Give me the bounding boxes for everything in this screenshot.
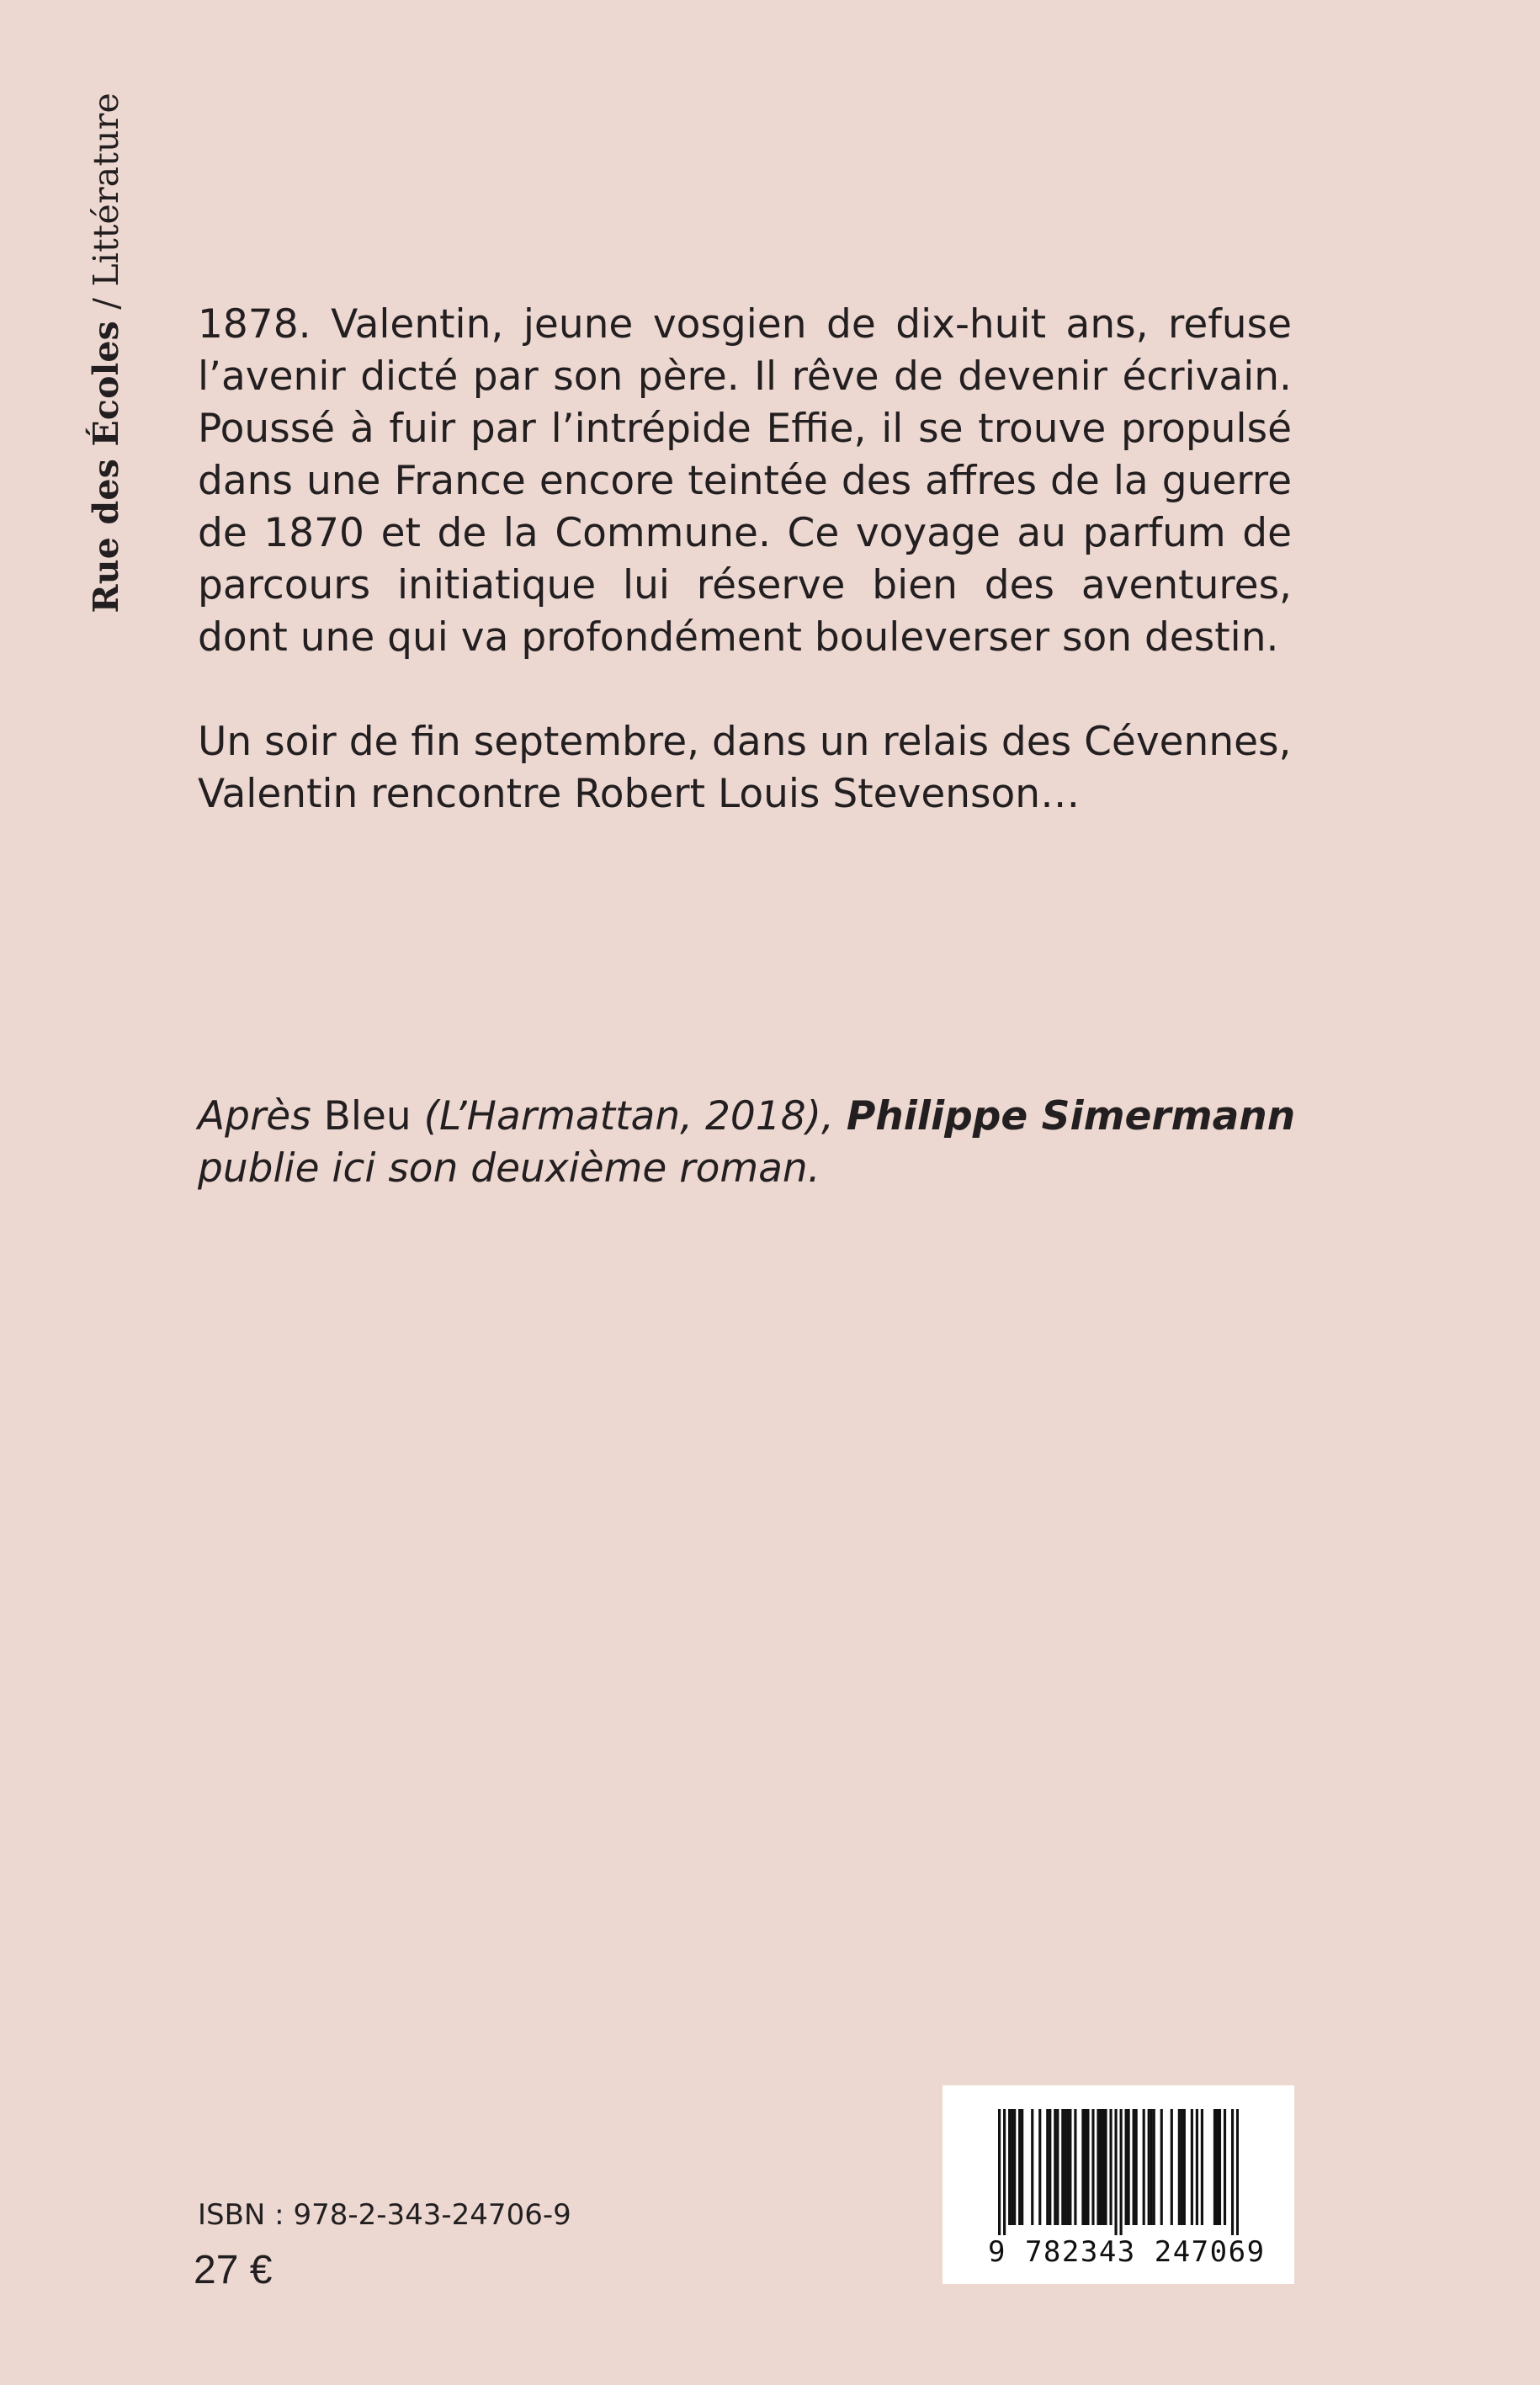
barcode-bar (1109, 2109, 1112, 2225)
barcode-bar (1181, 2109, 1183, 2225)
previous-book-title: Bleu (323, 1093, 412, 1139)
barcode-bar (1046, 2109, 1049, 2225)
barcode-bar (1153, 2109, 1155, 2225)
barcode-bar (1183, 2109, 1186, 2225)
barcode-bar (1018, 2109, 1021, 2225)
barcode-bar (1091, 2109, 1094, 2225)
barcode-bar (1120, 2109, 1123, 2235)
barcode-bar (1074, 2109, 1076, 2225)
barcode-bar (1008, 2109, 1011, 2225)
author-name: Philippe Simermann (846, 1093, 1296, 1139)
barcode-bar (1084, 2109, 1086, 2225)
barcode-bar (1054, 2109, 1056, 2225)
author-note (198, 1091, 1317, 1195)
book-blurb (198, 299, 1292, 873)
barcode-bar (1031, 2109, 1033, 2225)
barcode-bar (1003, 2109, 1006, 2235)
barcode-bar (1135, 2109, 1138, 2225)
barcode-bar (1150, 2109, 1153, 2225)
barcode-bar (1064, 2109, 1066, 2225)
barcode-bar (1069, 2109, 1071, 2225)
series-name: Rue des Écoles (86, 321, 126, 614)
spine-separator: / (86, 286, 126, 321)
barcode-bar (1236, 2109, 1239, 2235)
barcode-bar (1102, 2109, 1104, 2225)
barcode-bar (1171, 2109, 1173, 2225)
author-note-suffix: publie ici son deuxième roman. (198, 1145, 820, 1192)
barcode-bar (1231, 2109, 1234, 2235)
blurb-paragraph-1: 1878. Valentin, jeune vosgien de dix-huit ans, refuse l’avenir dicté par son père. Il rêve de devenir écrivain. Poussé à fuir par l’intrépide Effie, il se trouve propulsé dans une France encore teintée des affres de la guerre de 1870 et de la Commune. Ce voyage au parfum de parcours initiatique lui réserve bien des aventures, dont une qui va profondément bouleverser son destin. (198, 301, 1292, 661)
barcode-bar (1011, 2109, 1013, 2225)
barcode-bar (1081, 2109, 1084, 2225)
barcode-bar (1224, 2109, 1226, 2225)
barcode-bar (1125, 2109, 1128, 2225)
barcode-bar (1086, 2109, 1089, 2225)
barcode-bar (1148, 2109, 1150, 2225)
author-note-prefix: Après (198, 1093, 324, 1139)
barcode-box (943, 2085, 1294, 2284)
barcode-bar (998, 2109, 1001, 2235)
publisher-year: (L’Harmattan, 2018), (411, 1093, 847, 1139)
barcode-bar (1128, 2109, 1130, 2225)
barcode-bar (1160, 2109, 1163, 2225)
barcode-bar (1099, 2109, 1102, 2225)
barcode-bar (1061, 2109, 1064, 2225)
barcode-bar (1216, 2109, 1219, 2225)
barcode-bar (1066, 2109, 1069, 2225)
barcode-bar (1201, 2109, 1203, 2225)
price-text: 27 € (194, 2248, 273, 2292)
barcode-bar (1178, 2109, 1181, 2225)
barcode-bar (1196, 2109, 1198, 2225)
barcode-bar (1038, 2109, 1041, 2225)
series-category: Littérature (86, 93, 126, 287)
barcode-bar (1021, 2109, 1023, 2225)
barcode-bar (1143, 2109, 1145, 2225)
barcode-bar (1104, 2109, 1107, 2225)
barcode-bar (1013, 2109, 1016, 2225)
barcode-digits: 9 782343 247069 (988, 2235, 1266, 2269)
barcode-bar (1114, 2109, 1117, 2235)
blurb-paragraph-2: Un soir de fin septembre, dans un relais des Cévennes, Valentin rencontre Robert Louis Stevenson… (198, 719, 1292, 817)
barcode-icon (998, 2109, 1239, 2235)
barcode-bar (1213, 2109, 1216, 2225)
barcode-bar (1056, 2109, 1059, 2225)
spine-label (86, 93, 126, 614)
barcode-bar (1097, 2109, 1099, 2225)
barcode-bar (1219, 2109, 1221, 2225)
isbn-text: ISBN : 978-2-343-24706-9 (198, 2198, 571, 2232)
barcode-bar (1133, 2109, 1135, 2225)
barcode-bar (1191, 2109, 1193, 2225)
barcode-bar (1049, 2109, 1051, 2225)
